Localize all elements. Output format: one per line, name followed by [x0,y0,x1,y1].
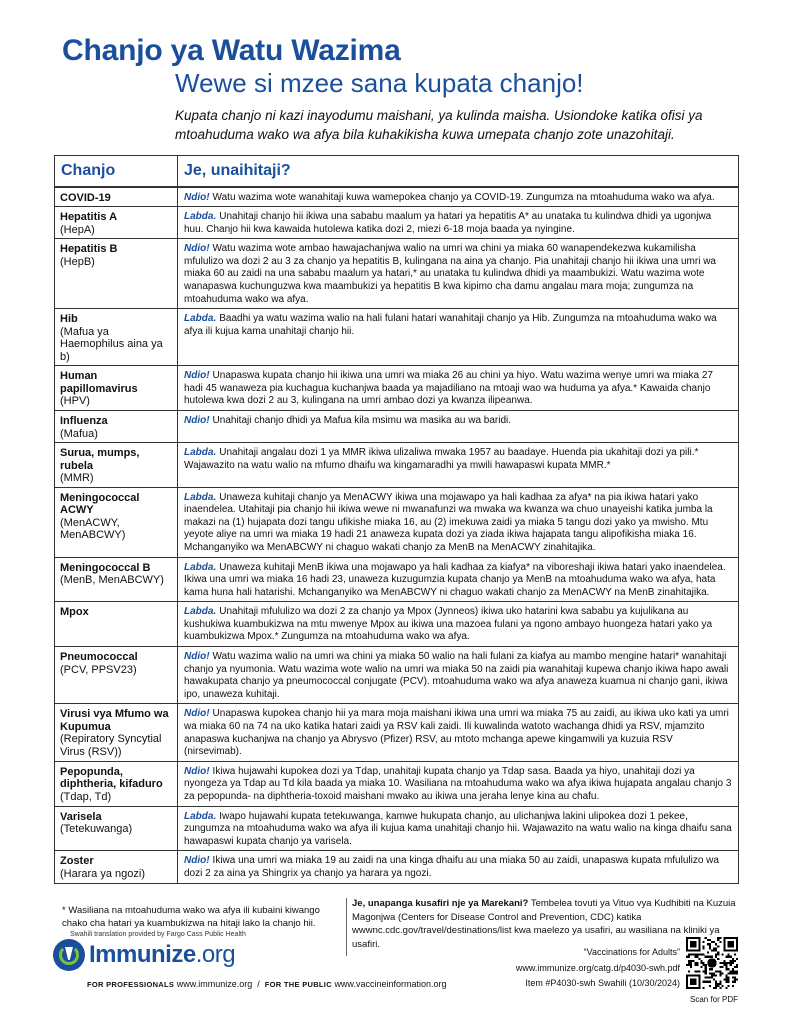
recommendation-lead: Ndio! [184,855,210,867]
table-row [55,851,739,883]
vaccine-abbreviation: (MenB, MenABCWY) [60,574,164,586]
recommendation-cell [178,207,739,239]
table-row [55,187,739,207]
vaccine-name: COVID-19 [60,191,111,204]
table-row [55,207,739,239]
vaccine-name: Hepatitis A [60,211,118,224]
item-number: Item #P4030-swh Swahili (10/30/2024) [525,978,680,988]
recommendation-lead: Ndio! [184,765,210,777]
vaccine-name: Varisela [60,810,102,823]
recommendation-lead: Ndio! [184,708,210,720]
recommendation-text: Unahitaji angalau dozi 1 ya MMR ikiwa ulizaliwa mwaka 1957 au baadaye. Huenda pia ukahitaji dozi ya pili.* Wajawazito na watu walio na mfumo dhaifu wa kingamaradhi ya mwili hawapaswi kupata MMR.* [184,447,699,471]
recommendation-text: Unapaswa kupokea chanjo hii ya mara moja maishani ikiwa una umri wa miaka 75 au zaidi, au ikiwa uko kati ya umri wa miaka 60 na 74 na uko katika hatari zaidi ya RSV kali zaidi. Ili kuwalinda watoto wachanga dhidi ya RSV, mjamzito anapaswa kuchanjwa na chanjo ya Abrysvo (Pfizer) RSV, au mtoto mchanga apewe kingamwili ya kuzuia RSV (nirsevimab). [184,708,729,758]
recommendation-lead: Ndio! [184,243,210,255]
recommendation-lead: Labda. [184,447,217,459]
recommendation-cell [178,647,739,704]
vaccine-table [54,155,739,884]
recommendation-lead: Labda. [184,491,217,503]
recommendation-cell [178,806,739,851]
recommendation-text: Ikiwa hujawahi kupokea dozi ya Tdap, unahitaji kupata chanjo ya Tdap sasa. Baada ya hiyo, unahitaji dozi ya nyongeza ya Tdap au Td kila baada ya miaka 10. Wasiliana na mtoahuduma wako wa afya ikiwa hujapata angalau chanjo 3 za pepopunda- na diphtheria-toxoid maishani mwako au ikiwa una jeraha lenye kina au chafu. [184,765,732,802]
vaccine-abbreviation: (PCV, PPSV23) [60,663,137,676]
recommendation-cell [178,602,739,647]
vaccine-abbreviation: (Tdap, Td) [60,790,112,803]
vaccine-name-cell [55,761,178,806]
vaccine-name: Mpox [60,606,89,619]
immunize-logo [53,939,236,973]
recommendation-text: Unapaswa kupata chanjo hii ikiwa una umri wa miaka 26 au chini ya hiyo. Watu wazima wenye umri wa miaka 27 hadi 45 wanaweza pia kuchagua kuchanjwa baada ya majadiliano na mtoaji wao wa huduma ya afya.* Kawaida chanjo hutolewa kwa dozi 2 au 3, kulingana na umri ambao dozi ya kwanza ilipeanwa. [184,370,713,407]
intro-paragraph: Kupata chanjo ni kazi inayodumu maishani, ya kulinda maisha. Usiondoke katika ofisi ya mtoahuduma wako wa afya bila kuhakikisha kuwa umepata chanjo zote unazohitaji. [175,108,703,142]
table-header-row [55,156,739,187]
vaccine-abbreviation: (Mafua) [60,427,98,440]
recommendation-text: Baadhi ya watu wazima walio na hali fulani hatari wanahitaji chanjo ya Hib. Zungumza na mtoahuduma wako wa afya ili kujua kama unahitaji chanjo hii. [184,313,717,337]
for-professionals-label: FOR PROFESSIONALS [87,980,175,989]
table-row [55,309,739,366]
vaccine-name: Pneumococcal [60,651,138,664]
column-header-need: Je, unaihitaji? [178,156,739,187]
table-row [55,443,739,488]
vaccine-name: Zoster [60,855,94,868]
vaccine-name-cell [55,187,178,207]
vaccine-abbreviation: (Tetekuwanga) [60,823,133,836]
recommendation-cell [178,761,739,806]
recommendation-cell [178,411,739,443]
vaccine-abbreviation: (HPV) [60,395,90,408]
vaccine-name-cell [55,239,178,309]
vaccine-name-cell [55,602,178,647]
recommendation-cell [178,443,739,488]
recommendation-text: Watu wazima wote ambao hawajachanjwa walio na umri wa chini ya miaka 60 wanapendekezwa kukamilisha mfululizo wa dozi 2 au 3 za chanjo ya hepatitis B, kulingana na aina ya chanjo. Pia unahitaji chanjo hii ikiwa una umri wa miaka 60 au zaidi na una sababu maalum ya hatari,* au unataka tu kulindwa dhidi ya maambukizi. Watu wazima wote wanapaswa kuchunguzwa kwa maambukizi ya hepatitis B kwa kipimo cha damu angalau mara moja; zungumza na mtoahuduma wako wa afya. [184,243,716,305]
recommendation-text: Ikiwa una umri wa miaka 19 au zaidi na una kinga dhaifu au una miaka 50 au zaidi, unapaswa kupata mfululizo wa dozi 2 za aina ya Shingrix ya chanjo ya harara ya ngozi. [184,855,719,879]
footer-divider [346,898,347,956]
logo-name: Immunize [89,941,196,968]
vaccine-name-cell [55,443,178,488]
page-subtitle: Wewe si mzee sana kupata chanjo! [175,68,584,98]
table-row [55,647,739,704]
for-public-label: FOR THE PUBLIC [264,980,332,989]
vaccine-name-cell [55,366,178,411]
recommendation-text: Unahitaji mfululizo wa dozi 2 za chanjo ya Mpox (Jynneos) ikiwa uko hatarini kwa sababu ya kujulikana au kushukiwa kuambukizwa na mtu mwenye Mpox au ikiwa una mazoea fulani ya ngono ambayo huongeza hatari yako ya kuambukizwa Mpox.* Zungumza na mtoahuduma wako wa afya. [184,606,713,643]
vaccine-name-cell [55,487,178,557]
table-row [55,704,739,761]
recommendation-lead: Ndio! [184,191,210,203]
document-url[interactable]: www.immunize.org/catg.d/p4030-swh.pdf [515,963,680,973]
recommendation-cell [178,187,739,207]
recommendation-cell [178,239,739,309]
recommendation-lead: Ndio! [184,651,210,663]
vaccine-abbreviation: (HepB) [60,255,95,268]
footnote: * Wasiliana na mtoahuduma wako wa afya ili kubaini kiwango chako cha hatari ya kuambukizwa na hitaji lako la chanjo hii. [62,905,320,929]
vaccine-name: Hib [60,313,78,326]
recommendation-text: Unaweza kuhitaji chanjo ya MenACWY ikiwa una mojawapo ya hali kadhaa za afya* na pia ikiwa hatari yako inaendelea. Utahitaji pia chanjo hii ikiwa wewe ni mwanafunzi wa mwaka wa kwanza wa chuo unayeishi katika jumba la makazi na (1) hujapata dozi tangu ufikishe miaka 16, au (2) imekuwa zaidi ya miaka 5 tangu dozi yako ya mwisho. Mtu yeyote aliye na umri wa miaka 19 hadi 21 anaweza kupata dozi ya ziada ikiwa hajapata tangu alipofikisha miaka 16. Mchanganyiko wa MenABCWY ni chaguo wakati chanjo za MenB na MenACWY zinahitajika. [184,491,713,553]
scan-label: Scan for PDF [690,995,739,1004]
vaccine-name-cell [55,309,178,366]
vaccine-name-cell [55,806,178,851]
recommendation-text: Unahitaji chanjo dhidi ya Mafua kila msimu wa masika au wa baridi. [212,415,512,427]
table-row [55,366,739,411]
vaccine-name: Virusi vya Mfumo wa Kupumua [60,708,169,733]
table-row [55,411,739,443]
vaccine-name: Meningococcal ACWY [60,491,140,517]
table-row [55,602,739,647]
table-row [55,487,739,557]
document-info [470,961,680,991]
recommendation-lead: Ndio! [184,415,210,427]
vaccine-name-cell [55,411,178,443]
travel-question: Je, unapanga kusafiri nje ya Marekani? [352,898,529,909]
recommendation-text: Unahitaji chanjo hii ikiwa una sababu maalum ya hatari ya hepatitis A* au unataka tu kulindwa dhidi ya ugonjwa huu. Chanjo hii kwa kawaida hutolewa katika dozi 2, miezi 6-18 moja baada ya nyingine. [184,211,712,235]
links-separator: / [257,979,260,989]
logo-suffix: .org [195,941,236,968]
recommendation-text: Watu wazima walio na umri wa chini ya miaka 50 walio na hali fulani za kiafya au mambo mengine hatari* wanahitaji chanjo ya nyumonia. Watu wazima wote walio na umri wa miaka 50 na zaidi pia wanahitaji kupewa chanjo ikiwa hapo awali hawakupata chanjo ya pneumococcal conjugate (PCV). mtoahuduma wako wa afya anaweza kuamua ni chanjo gani, ikiwa ipo, unaweza kuhitaji. [184,651,729,700]
bottom-links [87,979,447,989]
recommendation-lead: Labda. [184,561,217,573]
vaccine-name-cell [55,704,178,761]
document-title: “Vaccinations for Adults” [583,947,680,957]
professionals-link[interactable]: www.immunize.org [176,979,253,989]
page-title: Chanjo ya Watu Wazima [62,34,401,67]
recommendation-cell [178,309,739,366]
recommendation-text: Iwapo hujawahi kupata tetekuwanga, kamwe hukupata chanjo, au ulichanjwa lakini ulipokea dozi 1 pekee, zungumza na mtoahuduma wako wa afya ili kujua kama unahitaji chanjo hii. Wajawazito na watu walio na kinga dhaifu sana hawapaswi kupata chanjo ya varisela. [184,810,732,847]
column-header-vaccine: Chanjo [55,156,178,187]
recommendation-cell [178,557,739,602]
table-row [55,761,739,806]
public-link[interactable]: www.vaccineinformation.org [334,979,447,989]
recommendation-lead: Ndio! [184,370,210,382]
recommendation-lead: Labda. [184,606,217,618]
vaccine-name: Hepatitis B [60,243,118,256]
recommendation-cell [178,366,739,411]
vaccine-name: Meningococcal B [60,561,151,574]
recommendation-cell [178,851,739,883]
recommendation-lead: Labda. [184,810,217,822]
translation-credit: Swahili translation provided by Fargo Cass Public Health [70,931,246,938]
vaccine-abbreviation: (Mafua ya Haemophilus aina ya b) [60,325,163,363]
qr-code-icon[interactable] [686,937,738,989]
vaccine-name: Pepopunda, diphtheria, kifaduro [60,765,163,791]
vaccine-abbreviation: (MMR) [60,472,94,485]
vaccine-abbreviation: (Repiratory Syncytial Virus (RSV)) [60,733,162,758]
travel-note [352,897,737,951]
recommendation-lead: Labda. [184,313,217,325]
table-row [55,239,739,309]
recommendation-text: Unaweza kuhitaji MenB ikiwa una mojawapo ya hali kadhaa za kiafya* na viboreshaji ikiwa hatari yako inaendelea. Ikiwa una umri wa miaka 16 hadi 23, unaweza kuzugumzia kupata chanjo ya MenB na mtoahuduma wako wa afya, hata kama huna hali hatarishi. Mchanganyiko wa MenABCWY ni chaguo wakati chanjo za MenACWY na MenB zinahitajika. [184,561,726,598]
vaccine-name-cell [55,207,178,239]
travel-text: Tembelea tovuti ya Vituo vya Kudhibiti na Kuzuia Magonjwa (Centers for Disease Control and Prevention, CDC) katika wwwnc.cdc.gov/travel/destinations/list kwa maelezo ya usafiri, au wasiliana na kliniki ya usafiri. [352,898,736,950]
recommendation-text: Watu wazima wote wanahitaji kuwa wamepokea chanjo ya COVID-19. Zungumza na mtoahuduma wako wa afya. [212,191,715,203]
table-row [55,557,739,602]
vaccine-abbreviation: (Harara ya ngozi) [60,867,145,880]
vaccine-name: Human papillomavirus [60,370,138,395]
vaccine-name: Surua, mumps, rubela [60,447,140,472]
immunize-logo-icon [53,939,85,971]
recommendation-cell [178,704,739,761]
table-row [55,806,739,851]
vaccine-name-cell [55,647,178,704]
vaccine-abbreviation: (MenACWY, MenABCWY) [60,516,126,542]
logo-wordmark [89,941,235,969]
vaccine-table-body [55,187,739,884]
vaccine-name: Influenza [60,415,108,428]
vaccine-name-cell [55,851,178,883]
vaccine-name-cell [55,557,178,602]
recommendation-lead: Labda. [184,211,217,223]
vaccine-abbreviation: (HepA) [60,223,95,236]
recommendation-cell [178,487,739,557]
